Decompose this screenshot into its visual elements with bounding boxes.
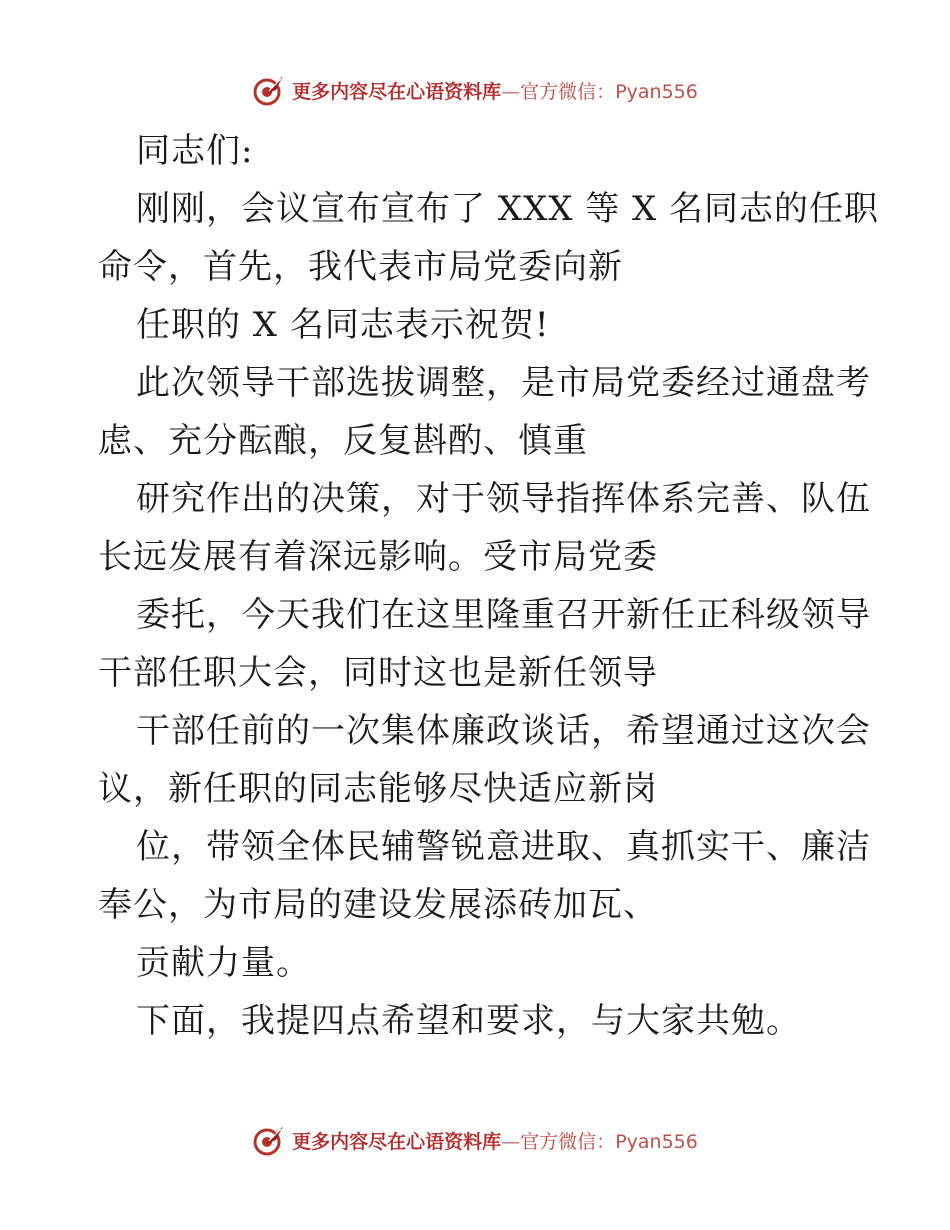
doc-line: 干部任前的一次集体廉政谈话，希望通过这次会 (136, 711, 871, 751)
watermark-text (292, 1127, 698, 1154)
watermark-official-label: 官方微信： (520, 1130, 616, 1153)
doc-line: 下面，我提四点希望和要求，与大家共勉。 (136, 1001, 801, 1041)
watermark-main-text: 更多内容尽在心语资料库 (292, 1130, 502, 1153)
watermark-separator: — (501, 80, 521, 103)
doc-line: 刚刚，会议宣布宣布了 XXX 等 X 名同志的任职 (136, 189, 880, 229)
doc-line: 任职的 X 名同志表示祝贺! (136, 305, 550, 345)
feather-pen-logo-icon (252, 1123, 286, 1157)
doc-line: 议，新任职的同志能够尽快适应新岗 (98, 769, 658, 809)
watermark-separator: — (501, 1130, 521, 1153)
doc-line: 长远发展有着深远影响。受市局党委 (98, 537, 658, 577)
watermark-wechat-id: Pyan556 (615, 80, 698, 103)
watermark-banner-top (0, 70, 950, 110)
doc-line: 位，带领全体民辅警锐意进取、真抓实干、廉洁 (136, 827, 871, 867)
watermark-main-text: 更多内容尽在心语资料库 (292, 80, 502, 103)
watermark-banner-bottom (0, 1120, 950, 1160)
doc-line: 同志们: (136, 131, 254, 171)
doc-line: 命令，首先，我代表市局党委向新 (98, 247, 623, 287)
watermark-wechat-id: Pyan556 (615, 1130, 698, 1153)
document-body (98, 122, 880, 1050)
doc-line: 此次领导干部选拔调整，是市局党委经过通盘考 (136, 363, 871, 403)
watermark-official-label: 官方微信： (520, 80, 616, 103)
doc-line: 委托，今天我们在这里隆重召开新任正科级领导 (136, 595, 871, 635)
doc-line: 贡献力量。 (136, 943, 311, 983)
watermark-text (292, 77, 698, 104)
doc-line: 奉公，为市局的建设发展添砖加瓦、 (98, 885, 658, 925)
doc-line: 虑、充分酝酿，反复斟酌、慎重 (98, 421, 588, 461)
doc-line: 研究作出的决策，对于领导指挥体系完善、队伍 (136, 479, 871, 519)
doc-line: 干部任职大会，同时这也是新任领导 (98, 653, 658, 693)
feather-pen-logo-icon (252, 73, 286, 107)
